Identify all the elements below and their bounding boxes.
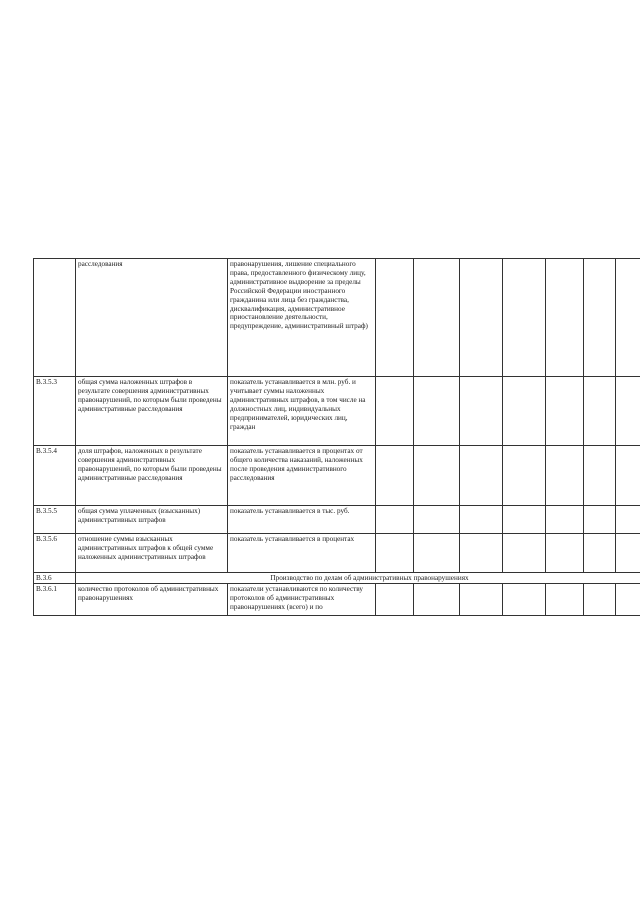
empty-cell: [616, 506, 640, 534]
empty-cell: [376, 259, 414, 377]
row-code: В.3.5.4: [34, 446, 76, 506]
empty-cell: [460, 259, 503, 377]
row-description: показатель устанавливается в процентах от общего количества наказаний, наложенных после проведения административного расследования: [228, 446, 376, 506]
empty-cell: [503, 506, 546, 534]
empty-cell: [414, 446, 460, 506]
empty-cell: [616, 446, 640, 506]
empty-cell: [376, 583, 414, 615]
row-code: В.3.6.1: [34, 583, 76, 615]
empty-cell: [584, 446, 616, 506]
empty-cell: [460, 377, 503, 446]
row-name: общая сумма наложенных штрафов в результате совершения административных правонарушений, по которым были проведены административные расследования: [76, 377, 228, 446]
table-row: [34, 583, 640, 615]
empty-cell: [546, 377, 584, 446]
table-row: [34, 506, 640, 534]
row-description: показатель устанавливается в млн. руб. и учитывает суммы наложенных административных штрафов, в том числе на должностных лиц, индивидуальных предпринимателей, юридических лиц, граждан: [228, 377, 376, 446]
table-row: [34, 259, 640, 377]
empty-cell: [584, 259, 616, 377]
empty-cell: [584, 583, 616, 615]
table-row: [34, 534, 640, 573]
row-description: правонарушения, лишение специального права, предоставленного физическому лицу, административное выдворение за пределы Российской Федерации иностранного гражданина или лица без гражданства, дисквалификация, административное приостановление деятельности, предупреждение, административный штраф): [228, 259, 376, 377]
row-name: общая сумма уплаченных (взысканных) административных штрафов: [76, 506, 228, 534]
section-row: [34, 573, 640, 584]
empty-cell: [616, 377, 640, 446]
empty-cell: [584, 534, 616, 573]
indicators-table: [33, 258, 640, 616]
row-code: В.3.5.5: [34, 506, 76, 534]
empty-cell: [414, 534, 460, 573]
empty-cell: [503, 259, 546, 377]
empty-cell: [584, 506, 616, 534]
empty-cell: [414, 377, 460, 446]
row-code: [34, 259, 76, 377]
empty-cell: [616, 259, 640, 377]
row-name: расследования: [76, 259, 228, 377]
empty-cell: [546, 506, 584, 534]
row-name: отношение суммы взысканных административных штрафов к общей сумме наложенных административных штрафов: [76, 534, 228, 573]
row-code: В.3.5.6: [34, 534, 76, 573]
empty-cell: [460, 534, 503, 573]
empty-cell: [503, 446, 546, 506]
empty-cell: [414, 583, 460, 615]
empty-cell: [616, 534, 640, 573]
empty-cell: [460, 446, 503, 506]
empty-cell: [414, 506, 460, 534]
empty-cell: [414, 259, 460, 377]
row-description: показатель устанавливается в тыс. руб.: [228, 506, 376, 534]
row-name: количество протоколов об административных правонарушениях: [76, 583, 228, 615]
section-code: В.3.6: [34, 573, 76, 584]
table-row: [34, 377, 640, 446]
empty-cell: [546, 259, 584, 377]
empty-cell: [376, 506, 414, 534]
section-title: Производство по делам об административных правонарушениях: [76, 573, 640, 584]
empty-cell: [376, 446, 414, 506]
empty-cell: [616, 583, 640, 615]
empty-cell: [503, 377, 546, 446]
row-name: доля штрафов, наложенных в результате совершения административных правонарушений, по которым были проведены административные расследования: [76, 446, 228, 506]
empty-cell: [460, 506, 503, 534]
row-description: показатели устанавливаются по количеству протоколов об административных правонарушениях (всего) и по: [228, 583, 376, 615]
empty-cell: [546, 446, 584, 506]
empty-cell: [584, 377, 616, 446]
empty-cell: [503, 583, 546, 615]
empty-cell: [503, 534, 546, 573]
empty-cell: [376, 534, 414, 573]
empty-cell: [376, 377, 414, 446]
empty-cell: [546, 583, 584, 615]
table-row: [34, 446, 640, 506]
row-code: В.3.5.3: [34, 377, 76, 446]
empty-cell: [546, 534, 584, 573]
empty-cell: [460, 583, 503, 615]
row-description: показатель устанавливается в процентах: [228, 534, 376, 573]
